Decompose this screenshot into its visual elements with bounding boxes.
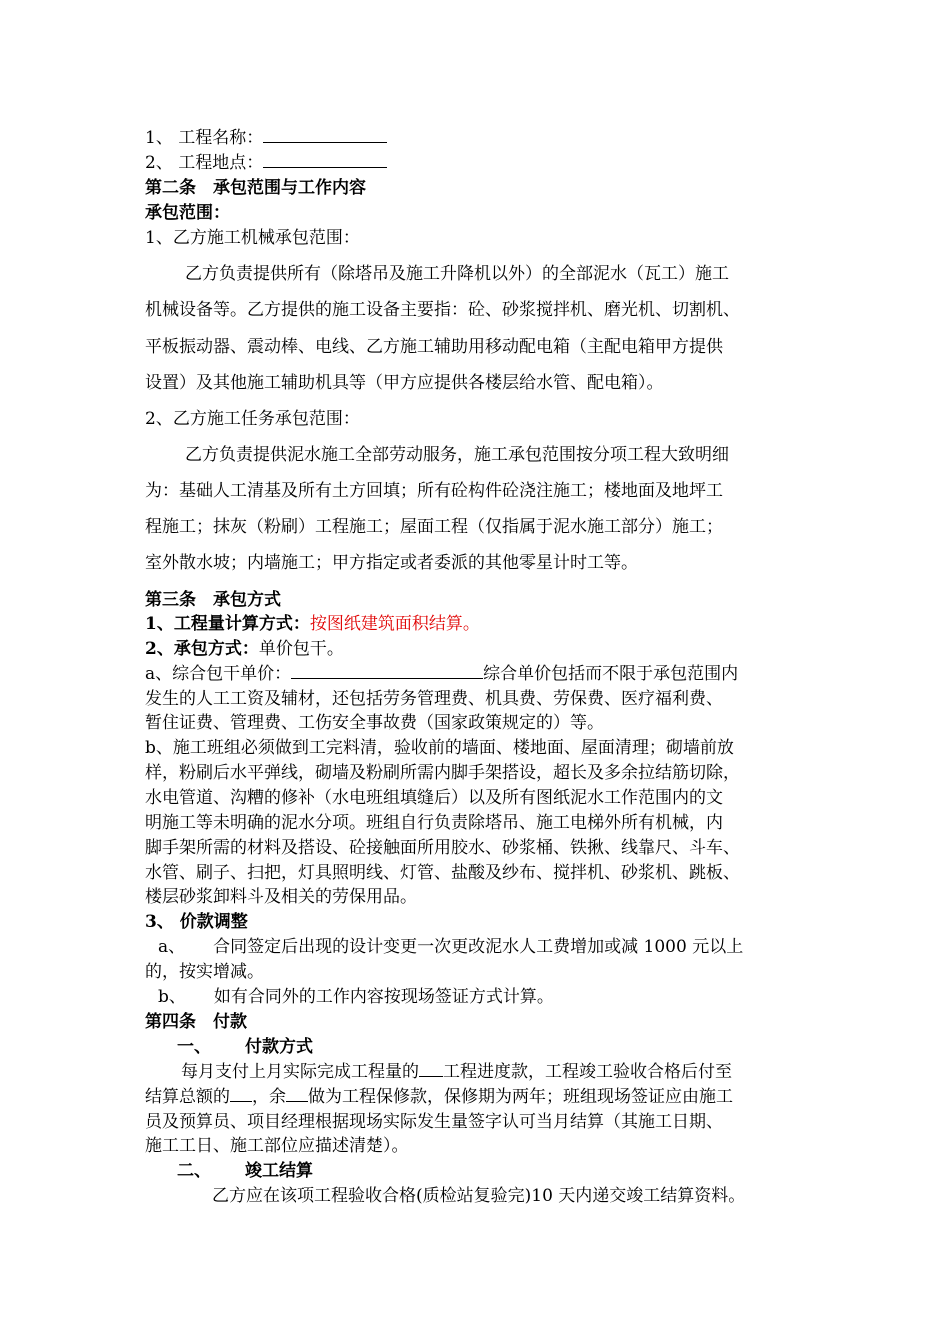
adjust-a-line: 合同签定后出现的设计变更一次更改泥水人工费增加或减 1000 元以上 [213,937,744,957]
payment-text: 做为工程保修款，保修期为两年；班组现场签证应由施工 [308,1087,733,1107]
payment-line: 施工工日、施工部位应描述清楚）。 [145,1136,409,1156]
project-site-label: 2、 工程地点： [145,153,264,173]
quantity-calc-value: 按图纸建筑面积结算。 [309,614,480,634]
quantity-calc-row [145,612,480,636]
retention-percent-blank[interactable] [286,1085,308,1102]
crew-duty-line: 楼层砂浆卸料斗及相关的劳保用品。 [145,887,417,907]
unit-price-line: 发生的人工工资及辅材，还包括劳务管理费、机具费、劳保费、医疗福利费、 [145,689,723,709]
contract-mode-row [145,637,344,661]
unit-price-prefix: a、综合包干单价： [145,664,292,684]
payment-line-2 [145,1085,733,1109]
payment-method-num: 一、 [177,1037,211,1057]
settlement-line: 乙方应在该项工程验收合格(质检站复验完)10 天内递交竣工结算资料。 [212,1186,746,1206]
machinery-scope-line: 平板振动器、震动棒、电线、乙方施工辅助用移动配电箱（主配电箱甲方提供 [145,337,723,357]
payment-text: 每月支付上月实际完成工程量的 [181,1062,419,1082]
progress-percent-blank[interactable] [419,1060,443,1077]
adjust-b-marker: b、 [158,987,186,1007]
adjust-a-row [158,935,743,959]
crew-duty-line: 水电管道、沟糟的修补（水电班组填缝后）以及所有图纸泥水工作范围内的文 [145,788,723,808]
completion-settlement-num: 二、 [177,1161,211,1181]
task-scope-line: 为：基础人工清基及所有土方回填；所有砼构件砼浇注施工；楼地面及地坪工 [145,481,723,501]
crew-duty-line: 样，粉刷后水平弹线，砌墙及粉刷所需内脚手架搭设，超长及多余拉结筋切除， [145,763,740,783]
unit-price-suffix: 综合单价包括而不限于承包范围内 [483,664,739,684]
project-name-blank[interactable] [263,126,387,143]
quantity-calc-label: 1、工程量计算方式： [145,614,310,634]
payment-method-title: 付款方式 [245,1037,313,1057]
task-scope-heading: 2、乙方施工任务承包范围： [145,409,360,429]
article2-title: 第二条 承包范围与工作内容 [145,178,366,198]
project-site-blank[interactable] [263,151,387,168]
machinery-scope-line: 机械设备等。乙方提供的施工设备主要指：砼、砂浆搅拌机、磨光机、切割机、 [145,300,740,320]
crew-duty-line: 水管、刷子、扫把，灯具照明线、灯管、盐酸及纱布、搅拌机、砂浆机、跳板、 [145,863,740,883]
adjust-b-line: 如有合同外的工作内容按现场签证方式计算。 [213,987,554,1007]
task-scope-line: 乙方负责提供泥水施工全部劳动服务，施工承包范围按分项工程大致明细 [185,445,729,465]
unit-price-row [145,662,738,686]
settlement-percent-blank[interactable] [230,1085,252,1102]
task-scope-line: 程施工；抹灰（粉刷）工程施工；屋面工程（仅指属于泥水施工部分）施工； [145,517,723,537]
payment-line-1 [181,1060,732,1084]
machinery-scope-line: 设置）及其他施工辅助机具等（甲方应提供各楼层给水管、配电箱）。 [145,373,664,393]
adjust-a-line2: 的，按实增减。 [145,962,264,982]
payment-method-heading [177,1035,313,1059]
adjust-a-marker: a、 [158,937,186,957]
project-name-row [145,126,387,150]
task-scope-line: 室外散水坡；内墙施工；甲方指定或者委派的其他零星计时工等。 [145,553,638,573]
contract-mode-label: 2、承包方式： [145,639,259,659]
payment-text: ，余 [252,1087,286,1107]
project-site-row [145,151,387,175]
unit-price-blank[interactable] [291,662,483,679]
contract-mode-value: 单价包干。 [258,639,344,659]
unit-price-line: 暂住证费、管理费、工伤安全事故费（国家政策规定的）等。 [145,713,604,733]
project-name-label: 1、 工程名称： [145,128,264,148]
machinery-scope-heading: 1、乙方施工机械承包范围： [145,228,360,248]
payment-text: 结算总额的 [145,1087,230,1107]
crew-duty-line: 明施工等未明确的泥水分项。班组自行负责除塔吊、施工电梯外所有机械，内 [145,813,723,833]
payment-line: 员及预算员、项目经理根据现场实际发生量签字认可当月结算（其施工日期、 [145,1112,723,1132]
crew-duty-line: 脚手架所需的材料及搭设、砼接触面所用胶水、砂浆桶、铁揪、线靠尺、斗车、 [145,838,740,858]
completion-settlement-heading [177,1159,313,1183]
adjust-b-row [158,985,554,1009]
crew-duty-line: b、施工班组必须做到工完料清，验收前的墙面、楼地面、屋面清理；砌墙前放 [145,738,734,758]
scope-heading: 承包范围： [145,203,230,223]
machinery-scope-line: 乙方负责提供所有（除塔吊及施工升降机以外）的全部泥水（瓦工）施工 [185,264,729,284]
article4-title: 第四条 付款 [145,1012,247,1032]
article3-title: 第三条 承包方式 [145,590,281,610]
price-adjust-heading: 3、 价款调整 [145,912,248,932]
payment-text: 工程进度款，工程竣工验收合格后付至 [443,1062,732,1082]
completion-settlement-title: 竣工结算 [245,1161,313,1181]
